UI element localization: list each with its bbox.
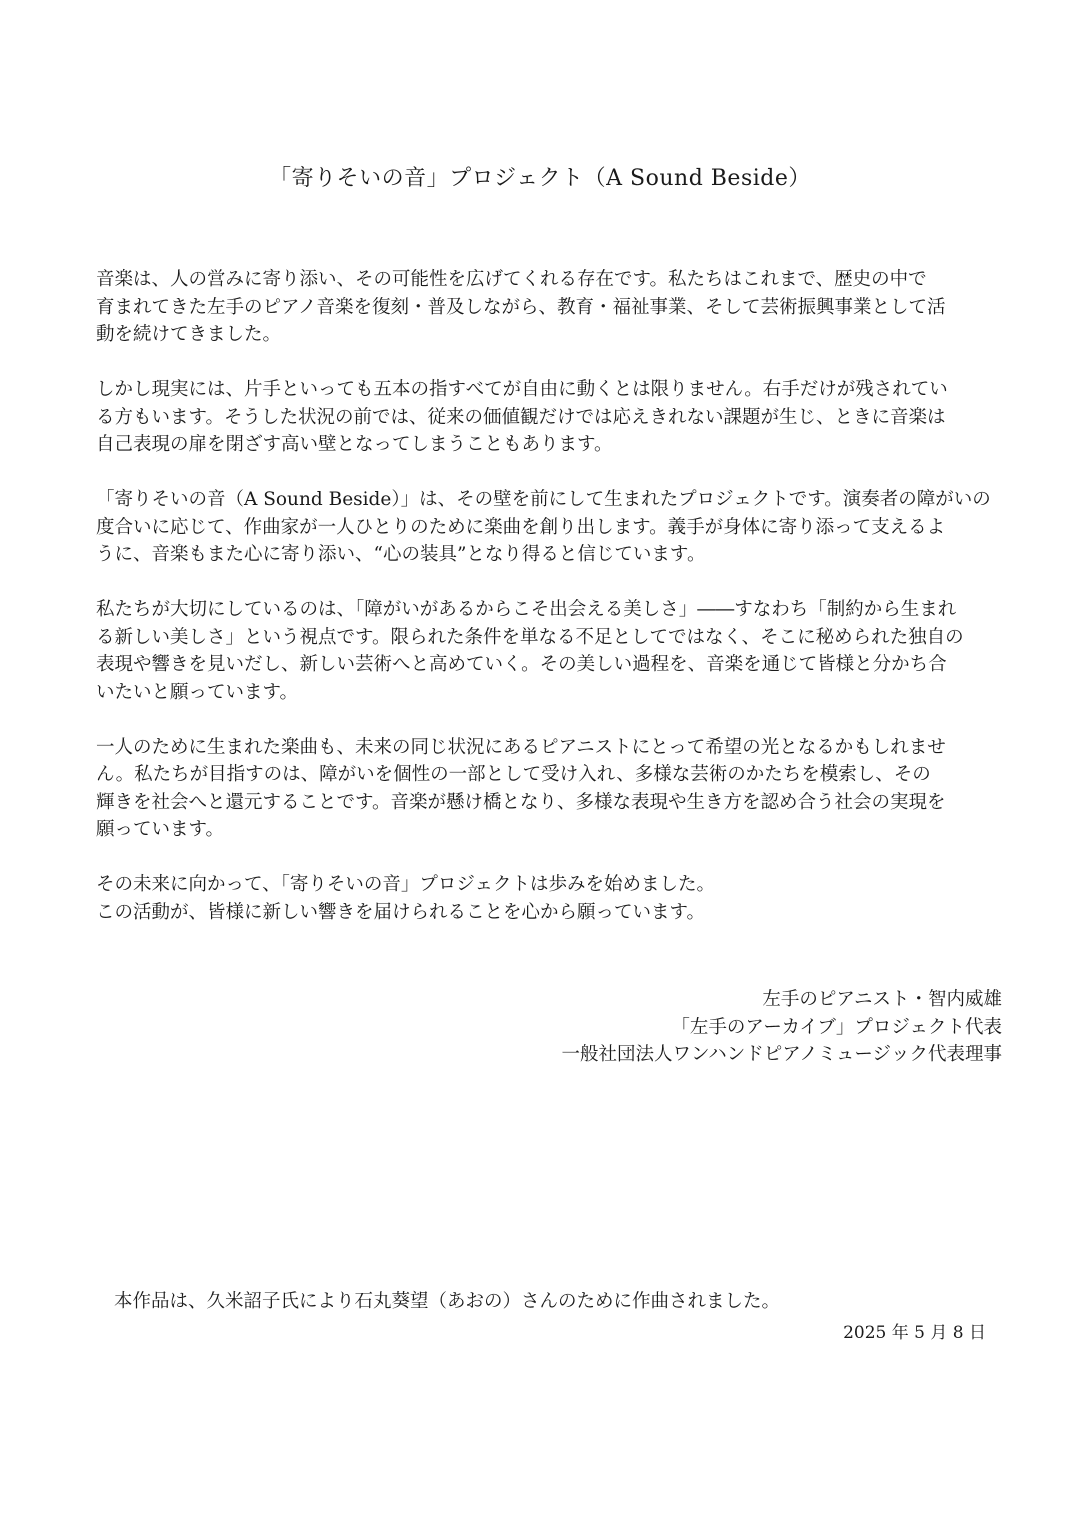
paragraph: その未来に向かって、「寄りそいの音」プロジェクトは歩みを始めました。 この活動が、皆様に新しい響きを届けられることを心から願っています。 [96,874,716,923]
document-date: 2025 年 5 月 8 日 [843,1323,986,1343]
page-title: 「寄りそいの音」プロジェクト（A Sound Beside） [269,166,811,191]
paragraph: 「寄りそいの音（A Sound Beside）」は、その壁を前にして生まれたプロジェクトです。演奏者の障がいの 度合いに応じて、作曲家が一人ひとりのために楽曲を創り出します。義手が身体に寄り添って支えるよ うに、音楽もまた心に寄り添い、“心の装具”となり得ると信じています。 [96,489,991,565]
signature-role: 「左手のアーカイブ」プロジェクト代表 [671,1016,1002,1038]
paragraph: 音楽は、人の営みに寄り添い、その可能性を広げてくれる存在です。私たちはこれまで、歴史の中で 育まれてきた左手のピアノ音楽を復刻・普及しながら、教育・福祉事業、そして芸術振興事業として活 動を続けてきました。 [96,269,946,345]
signature-block [402,986,1002,1069]
dedication-note: 本作品は、久米詔子氏により石丸葵望（あおの）さんのために作曲されました。 [114,1291,781,1312]
signature-organization: 一般社団法人ワンハンドピアノミュージック代表理事 [561,1044,1002,1065]
paragraph: しかし現実には、片手といっても五本の指すべてが自由に動くとは限りません。右手だけが残されてい る方もいます。そうした状況の前では、従来の価値観だけでは応えきれない課題が生じ、ときに音楽は 自己表現の扉を閉ざす高い壁となってしまうこともあります。 [96,379,948,455]
paragraph: 私たちが大切にしているのは、「障がいがあるからこそ出会える美しさ」――すなわち「制約から生まれ る新しい美しさ」という視点です。限られた条件を単なる不足としてではなく、そこに秘められた独自の 表現や響きを見いだし、新しい芸術へと高めていく。その美しい過程を、音楽を通じて皆様と分かち合 いたいと願っています。 [96,599,964,703]
paragraph: 一人のために生まれた楽曲も、未来の同じ状況にあるピアニストにとって希望の光となるかもしれませ ん。私たちが目指すのは、障がいを個性の一部として受け入れ、多様な芸術のかたちを模索し、その 輝きを社会へと還元することです。音楽が懸け橋となり、多様な表現や生き方を認め合う社会の実現を 願っています。 [96,736,946,840]
body-text [96,266,1002,926]
signature-name: 左手のピアニスト・智内威雄 [762,989,1002,1010]
